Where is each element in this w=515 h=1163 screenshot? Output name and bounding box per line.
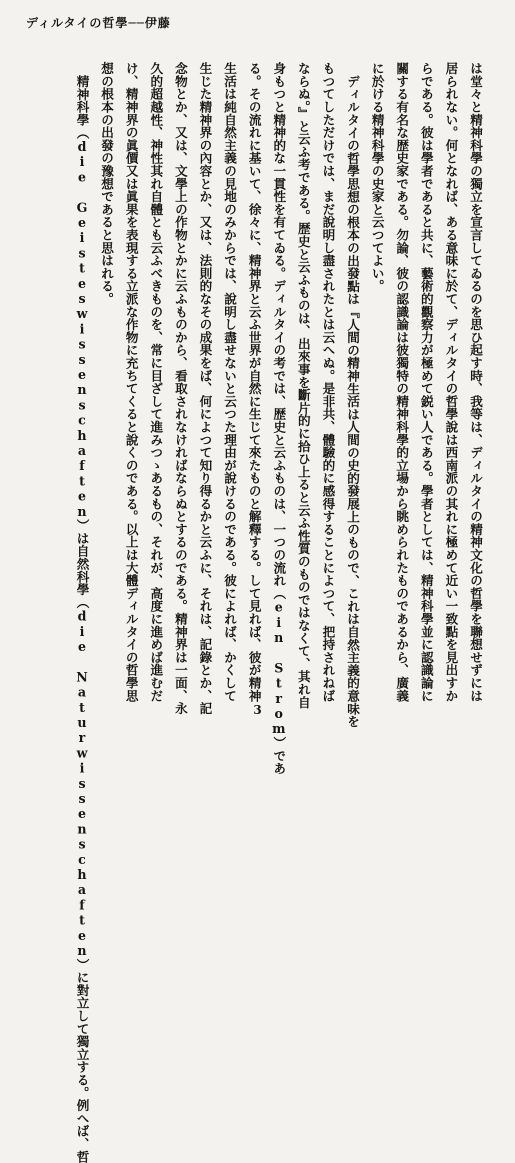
text-column: 久的超越性、神性其れ自體とも云ふべきものを、常に目ざして進みつゝあるもの、それが、高度に進めば進むだ <box>148 62 164 702</box>
text-column: らである。彼は學者であると共に、藝術的觀察力が極めて鋭い人である。學者としては、精神科學並に認識論に <box>418 62 434 702</box>
text-column: に於ける精神科學の史家と云つてよい。 <box>369 62 385 293</box>
text-column: 居られない。何となれば、ある意味に於て、ディルタイの哲學說は西南派の其れに極めて近い一致點を見出すか <box>443 62 459 702</box>
text-column: 生じた精神界の內容とか、又は、法則的なその成果をば、何によつて知り得るかと云ふに、それは、記錄とか、記 <box>197 62 213 715</box>
text-column: は堂々と精神科學の獨立を宣言してゐるのを思ひ起す時、我等は、ディルタイの精神文化の哲學を聯想せずには <box>468 62 483 702</box>
text-column: ならぬ。』と云ふ考である。歴史と云ふものは、出來事を斷片的に拾ひ上ると云ふ性質のものではなくて、其れ自 <box>295 62 311 709</box>
page-number: 3 <box>253 703 262 717</box>
text-column: ディルタイの哲學思想の根本の出發點は『人間の精神生活は人間の史的發展上のもので、これは自然主義的意味を <box>345 74 361 728</box>
running-header: ディルタイの哲學──伊藤 <box>26 16 171 30</box>
text-column: け、精神界の眞價又は眞果を表現する立派な作物に充ちてくると說くのである。以上は大體ディルタイの哲學思 <box>123 62 139 702</box>
text-column: 生活は純自然主義の見地のみからでは、說明し盡せないと云つた理由が說けるのである。彼によれば、かくして <box>222 62 238 702</box>
text-column: 念物とか、又は、文學上の作物とかに云ふものから、看取されなければならぬとするのである。精神界は一面、永 <box>172 62 188 715</box>
text-column: 身もつと精神的な一貫性を有てゐる。ディルタイの考では、歴史と云ふものは、一つの流れ（ein Strom）であ <box>271 62 287 775</box>
text-column: 關する有名な歴史家である。勿論、彼の認識論は彼獨特の精神科學的立場から眺められたものであるから、廣義 <box>394 62 410 702</box>
text-column: 精神科學（die Geisteswissenschaften）は自然科學（die Naturwissenschaften）に對立して獨立する。例へば、哲 <box>74 74 90 1163</box>
text-column: もつてしただけでは、まだ說明し盡されたとは云へぬ。是非共、體驗的に感得することによつて、把持されねば <box>320 62 336 702</box>
text-column: る。その流れに基いて、徐々に、精神界と云ふ世界が自然に生じて來たものと解釋する。して見れば、彼が精神 <box>246 62 262 702</box>
text-column: 想の根本の出發の豫想であると思はれる。 <box>99 62 115 306</box>
main-text <box>69 62 487 1163</box>
